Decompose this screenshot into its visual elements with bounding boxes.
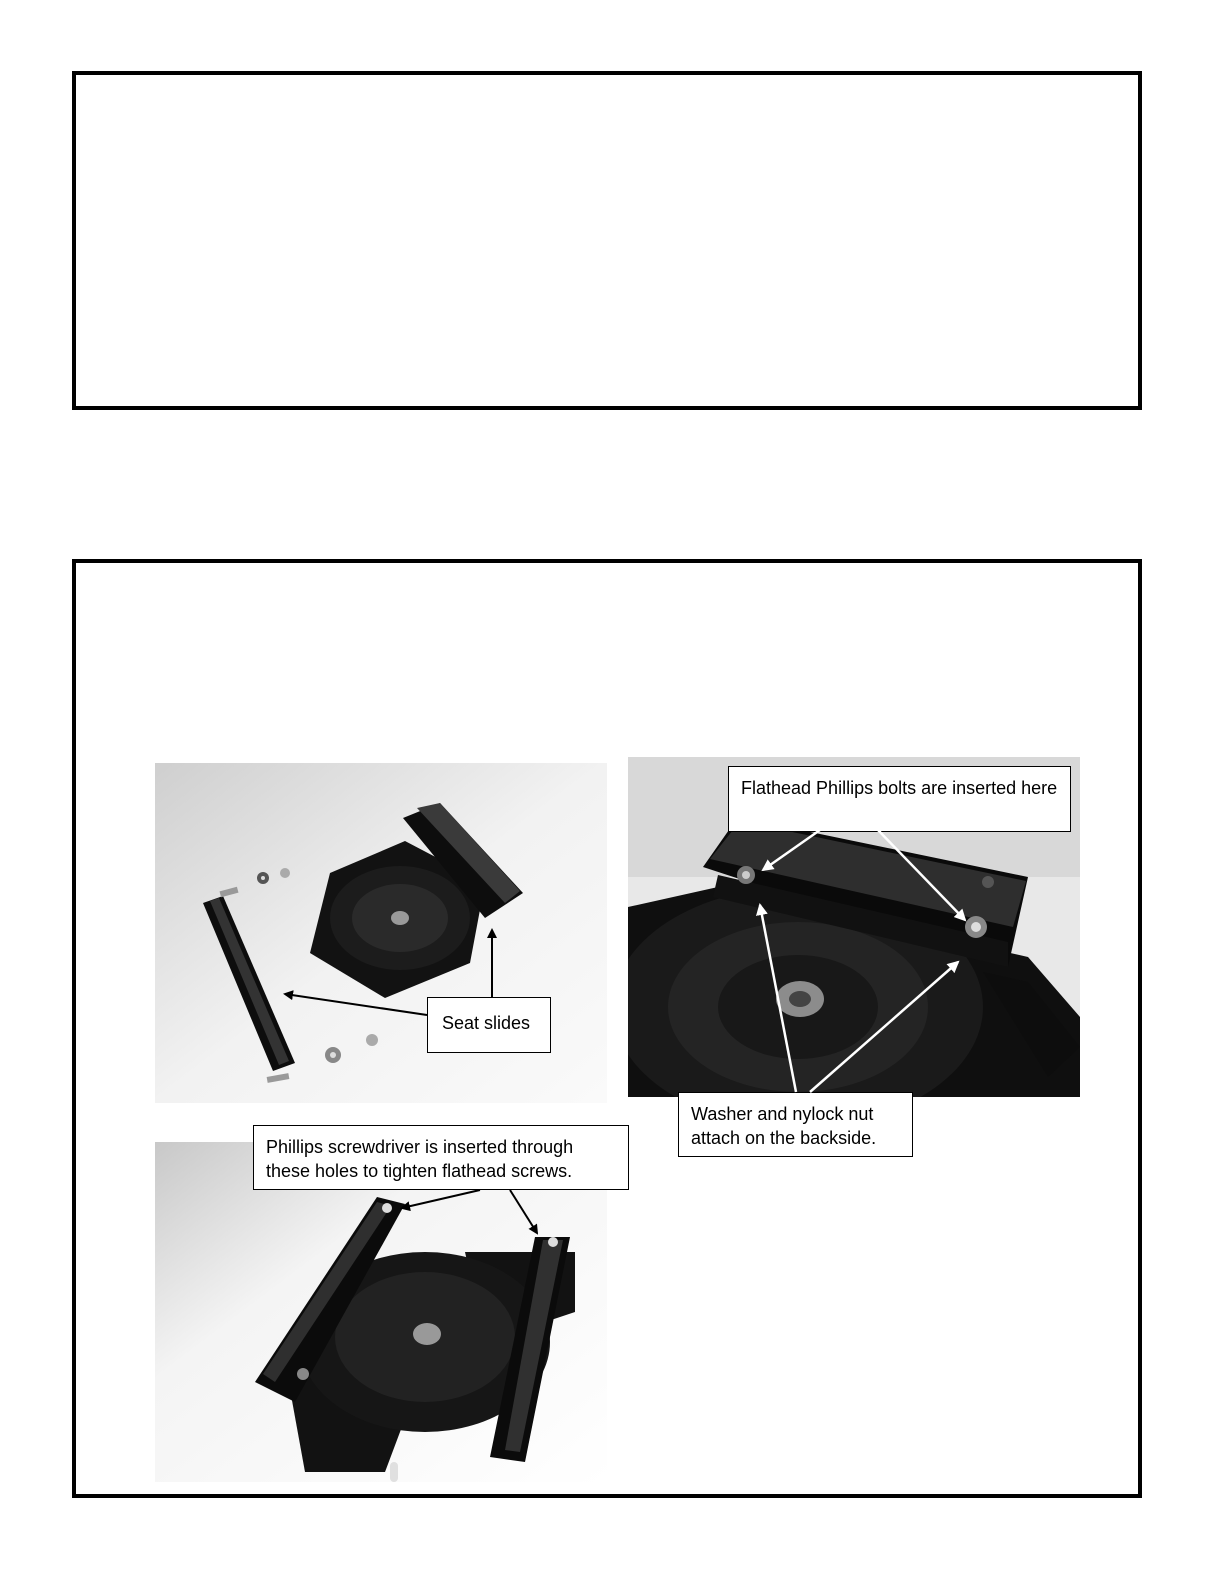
callout-screwdriver-holes: Phillips screwdriver is inserted through these holes to tighten flathead screws.: [253, 1125, 629, 1190]
callout-flathead-bolts: Flathead Phillips bolts are inserted here: [728, 766, 1071, 832]
photo-screwdriver-holes: [155, 1142, 607, 1482]
top-blank-frame: [72, 71, 1142, 410]
callout-seat-slides: Seat slides: [427, 997, 551, 1053]
callout-washer-nut: Washer and nylock nut attach on the backside.: [678, 1092, 913, 1157]
